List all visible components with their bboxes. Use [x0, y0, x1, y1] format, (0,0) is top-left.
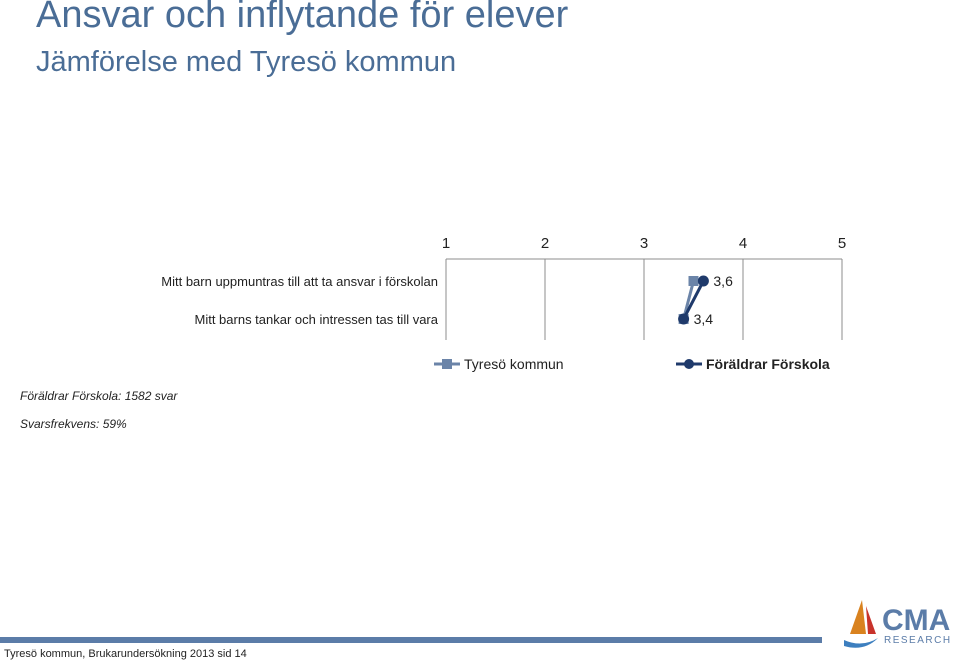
x-tick-label: 4: [738, 235, 748, 252]
x-tick-label: 3: [639, 235, 649, 252]
respondents-note: Föräldrar Förskola: 1582 svar: [20, 389, 178, 403]
legend-marker-circle: [684, 359, 694, 369]
x-tick-label: 2: [540, 235, 550, 252]
footer-text: Tyresö kommun, Brukarundersökning 2013 sid 14: [4, 648, 247, 660]
category-label: Mitt barns tankar och intressen tas till vara: [194, 312, 438, 327]
legend-label: Föräldrar Förskola: [706, 356, 830, 372]
data-label: 3,6: [713, 273, 733, 289]
response-rate-note: Svarsfrekvens: 59%: [20, 417, 127, 431]
logo-text: CMA: [882, 604, 951, 637]
data-point-tyreso: [689, 276, 699, 286]
legend-marker-square: [442, 359, 452, 369]
legend-label: Tyresö kommun: [464, 356, 564, 372]
x-tick-label: 5: [837, 235, 847, 252]
data-point-foraldrar: [678, 314, 689, 325]
footer-divider: [0, 637, 822, 643]
x-tick-label: 1: [441, 235, 451, 252]
data-point-foraldrar: [698, 276, 709, 287]
logo-wave: [844, 638, 878, 648]
cma-research-logo: [838, 596, 960, 656]
data-label: 3,4: [693, 311, 714, 327]
logo-sail-orange: [850, 600, 866, 634]
page-subtitle: Jämförelse med Tyresö kommun: [36, 46, 457, 78]
logo-sail-red: [866, 606, 876, 634]
page-title: Ansvar och inflytande för elever: [36, 0, 569, 36]
logo-subtext: RESEARCH: [884, 635, 952, 646]
category-label: Mitt barn uppmuntras till att ta ansvar i förskolan: [161, 274, 438, 289]
